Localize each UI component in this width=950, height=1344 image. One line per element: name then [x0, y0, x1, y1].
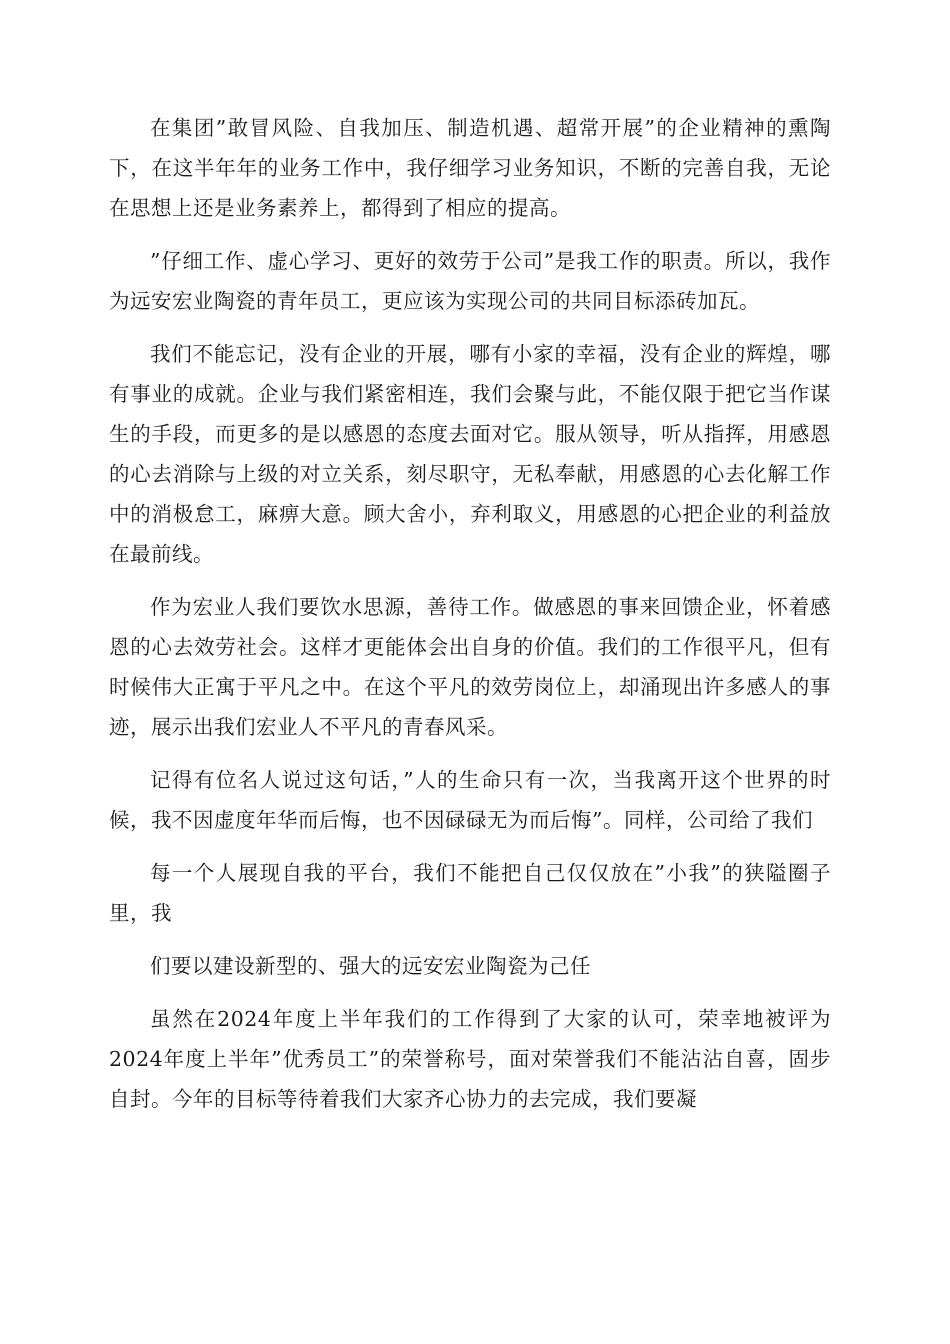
document-body — [109, 108, 831, 1132]
paragraph-1: 在集团”敢冒风险、自我加压、制造机遇、超常开展”的企业精神的熏陶下，在这半年年的业务工作中，我仔细学习业务知识，不断的完善自我，无论在思想上还是业务素养上，都得到了相应的提高。 — [109, 116, 831, 220]
paragraph-2: ”仔细工作、虚心学习、更好的效劳于公司”是我工作的职责。所以，我作为远安宏业陶瓷的青年员工，更应该为实现公司的共同目标添砖加瓦。 — [109, 249, 831, 313]
paragraph-3: 我们不能忘记，没有企业的开展，哪有小家的幸福，没有企业的辉煌，哪有事业的成就。企业与我们紧密相连，我们会聚与此，不能仅限于把它当作谋生的手段，而更多的是以感恩的态度去面对它。服从领导，听从指挥，用感恩的心去消除与上级的对立关系，刻尽职守，无私奉献，用感恩的心去化解工作中的消极怠工，麻痹大意。顾大舍小，弃利取义，用感恩的心把企业的利益放在最前线。 — [109, 342, 831, 566]
paragraph-6: 每一个人展现自我的平台，我们不能把自己仅仅放在”小我”的狭隘圈子里，我 — [109, 861, 831, 925]
paragraph-8: 虽然在2024年度上半年我们的工作得到了大家的认可，荣幸地被评为2024年度上半年”优秀员工”的荣誉称号，面对荣誉我们不能沾沾自喜，固步自封。今年的目标等待着我们大家齐心协力的去完成，我们要凝 — [109, 1007, 831, 1111]
paragraph-5: 记得有位名人说过这句话，”人的生命只有一次，当我离开这个世界的时候，我不因虚度年华而后悔，也不因碌碌无为而后悔”。同样，公司给了我们 — [109, 768, 831, 832]
paragraph-7: 们要以建设新型的、强大的远安宏业陶瓷为己任 — [150, 954, 591, 978]
paragraph-4: 作为宏业人我们要饮水思源，善待工作。做感恩的事来回馈企业，怀着感恩的心去效劳社会。这样才更能体会出自身的价值。我们的工作很平凡，但有时候伟大正寓于平凡之中。在这个平凡的效劳岗位上，却涌现出许多感人的事迹，展示出我们宏业人不平凡的青春风采。 — [109, 595, 831, 739]
